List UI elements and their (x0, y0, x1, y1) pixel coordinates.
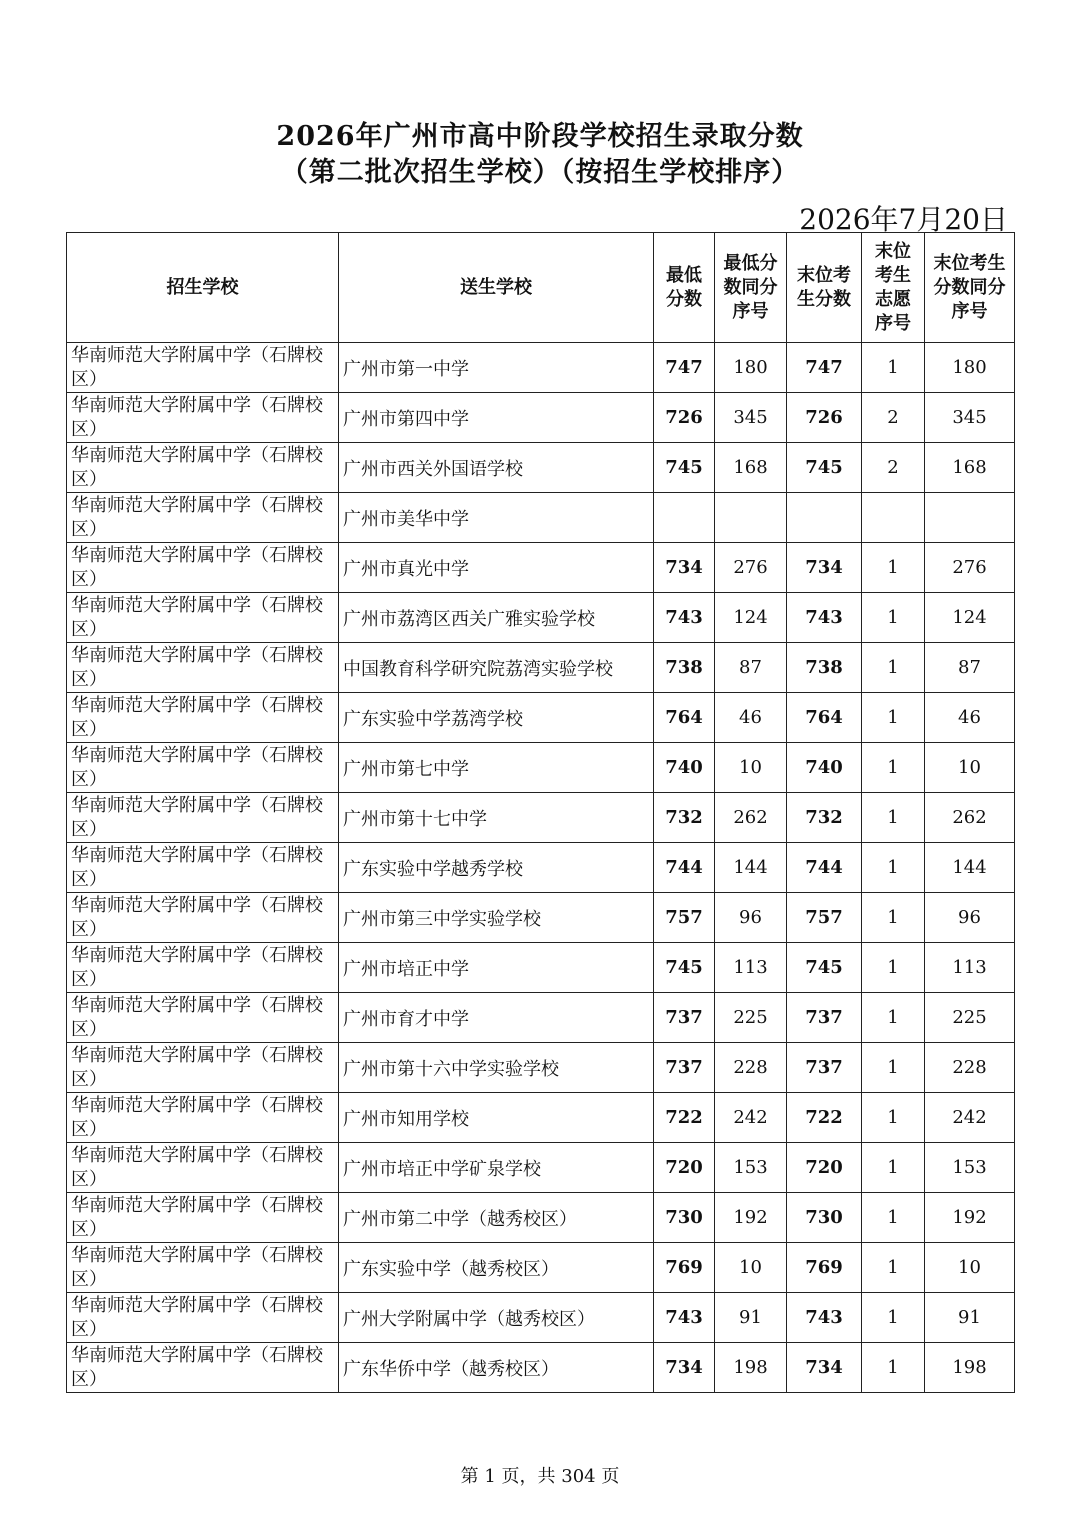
cell-last-score: 769 (787, 1243, 862, 1293)
cell-last-score: 744 (787, 843, 862, 893)
table-row (67, 543, 1015, 593)
table-row (67, 1343, 1015, 1393)
publish-date: 2026年7月20日 (799, 203, 1008, 236)
cell-last-score: 764 (787, 693, 862, 743)
cell-send-school: 中国教育科学研究院荔湾实验学校 (339, 643, 654, 693)
cell-min-rank: 180 (715, 343, 787, 393)
cell-last-pref: 1 (862, 793, 925, 843)
cell-last-rank: 262 (925, 793, 1015, 843)
cell-last-pref: 1 (862, 893, 925, 943)
cell-last-pref: 1 (862, 1193, 925, 1243)
cell-last-score: 730 (787, 1193, 862, 1243)
table-row (67, 693, 1015, 743)
cell-enroll-school: 华南师范大学附属中学（石牌校区） (67, 543, 339, 593)
cell-last-score: 737 (787, 1043, 862, 1093)
cell-last-rank: 180 (925, 343, 1015, 393)
cell-last-score: 720 (787, 1143, 862, 1193)
cell-min-score: 732 (654, 793, 715, 843)
table-row (67, 443, 1015, 493)
cell-send-school: 广州市第二中学（越秀校区） (339, 1193, 654, 1243)
table-row (67, 993, 1015, 1043)
cell-last-rank (925, 493, 1015, 543)
cell-min-score: 764 (654, 693, 715, 743)
cell-min-rank: 198 (715, 1343, 787, 1393)
cell-min-rank: 242 (715, 1093, 787, 1143)
cell-enroll-school: 华南师范大学附属中学（石牌校区） (67, 893, 339, 943)
cell-last-rank: 225 (925, 993, 1015, 1043)
page-title: 2026年广州市高中阶段学校招生录取分数 (276, 121, 804, 152)
cell-last-pref: 1 (862, 993, 925, 1043)
cell-min-score: 734 (654, 543, 715, 593)
cell-last-score: 743 (787, 1293, 862, 1343)
cell-min-score: 744 (654, 843, 715, 893)
cell-last-score: 737 (787, 993, 862, 1043)
cell-last-score (787, 493, 862, 543)
cell-last-score: 726 (787, 393, 862, 443)
cell-send-school: 广州市荔湾区西关广雅实验学校 (339, 593, 654, 643)
cell-min-rank: 168 (715, 443, 787, 493)
header-label: 末位 考生 志愿 序号 (875, 240, 911, 334)
cell-last-pref: 1 (862, 643, 925, 693)
cell-last-score: 743 (787, 593, 862, 643)
cell-min-rank: 144 (715, 843, 787, 893)
cell-last-rank: 124 (925, 593, 1015, 643)
cell-min-rank (715, 493, 787, 543)
cell-last-rank: 96 (925, 893, 1015, 943)
cell-min-score: 738 (654, 643, 715, 693)
cell-last-rank: 276 (925, 543, 1015, 593)
cell-min-rank: 46 (715, 693, 787, 743)
cell-last-pref: 1 (862, 693, 925, 743)
cell-send-school: 广州市美华中学 (339, 493, 654, 543)
cell-send-school: 广州市第七中学 (339, 743, 654, 793)
cell-enroll-school: 华南师范大学附属中学（石牌校区） (67, 1343, 339, 1393)
cell-last-pref: 2 (862, 393, 925, 443)
cell-last-pref: 1 (862, 543, 925, 593)
cell-send-school: 广州市育才中学 (339, 993, 654, 1043)
table-row (67, 593, 1015, 643)
header-label: 最低 分数 (666, 264, 702, 310)
table-row (67, 1293, 1015, 1343)
cell-send-school: 广州市第十七中学 (339, 793, 654, 843)
cell-last-score: 747 (787, 343, 862, 393)
table-row (67, 643, 1015, 693)
cell-last-pref: 1 (862, 593, 925, 643)
cell-last-rank: 242 (925, 1093, 1015, 1143)
table-row (67, 1043, 1015, 1093)
cell-min-rank: 192 (715, 1193, 787, 1243)
cell-min-rank: 276 (715, 543, 787, 593)
cell-last-pref: 1 (862, 1143, 925, 1193)
header-label: 末位考生 分数同分 序号 (933, 252, 1006, 322)
cell-min-score: 747 (654, 343, 715, 393)
cell-send-school: 广州市西关外国语学校 (339, 443, 654, 493)
cell-enroll-school: 华南师范大学附属中学（石牌校区） (67, 643, 339, 693)
cell-send-school: 广东华侨中学（越秀校区） (339, 1343, 654, 1393)
cell-send-school: 广州大学附属中学（越秀校区） (339, 1293, 654, 1343)
cell-last-pref: 1 (862, 743, 925, 793)
cell-min-rank: 113 (715, 943, 787, 993)
cell-min-score: 740 (654, 743, 715, 793)
cell-min-rank: 87 (715, 643, 787, 693)
cell-send-school: 广州市培正中学矿泉学校 (339, 1143, 654, 1193)
cell-min-rank: 345 (715, 393, 787, 443)
cell-enroll-school: 华南师范大学附属中学（石牌校区） (67, 1193, 339, 1243)
cell-min-score: 745 (654, 443, 715, 493)
cell-enroll-school: 华南师范大学附属中学（石牌校区） (67, 593, 339, 643)
cell-enroll-school: 华南师范大学附属中学（石牌校区） (67, 793, 339, 843)
cell-enroll-school: 华南师范大学附属中学（石牌校区） (67, 493, 339, 543)
page-footer: 第 1 页，共 304 页 (460, 1466, 620, 1487)
cell-min-score: 720 (654, 1143, 715, 1193)
header-last-score (787, 233, 862, 343)
cell-last-score: 734 (787, 543, 862, 593)
cell-last-rank: 46 (925, 693, 1015, 743)
cell-enroll-school: 华南师范大学附属中学（石牌校区） (67, 1293, 339, 1343)
cell-min-score (654, 493, 715, 543)
cell-last-score: 745 (787, 943, 862, 993)
cell-last-rank: 87 (925, 643, 1015, 693)
cell-enroll-school: 华南师范大学附属中学（石牌校区） (67, 1243, 339, 1293)
cell-last-score: 757 (787, 893, 862, 943)
cell-last-rank: 10 (925, 743, 1015, 793)
cell-last-pref: 1 (862, 1293, 925, 1343)
table-row (67, 793, 1015, 843)
admission-score-table (66, 232, 1015, 1393)
cell-enroll-school: 华南师范大学附属中学（石牌校区） (67, 943, 339, 993)
cell-send-school: 广州市第四中学 (339, 393, 654, 443)
cell-min-rank: 225 (715, 993, 787, 1043)
cell-min-rank: 96 (715, 893, 787, 943)
table-row (67, 893, 1015, 943)
cell-last-pref: 1 (862, 1243, 925, 1293)
cell-send-school: 广东实验中学荔湾学校 (339, 693, 654, 743)
table-row (67, 493, 1015, 543)
header-label: 最低分 数同分 序号 (723, 252, 778, 322)
cell-min-score: 730 (654, 1193, 715, 1243)
cell-send-school: 广州市真光中学 (339, 543, 654, 593)
header-min-score (654, 233, 715, 343)
table-header-row (67, 233, 1015, 343)
cell-min-rank: 91 (715, 1293, 787, 1343)
cell-last-pref: 2 (862, 443, 925, 493)
cell-last-score: 722 (787, 1093, 862, 1143)
cell-enroll-school: 华南师范大学附属中学（石牌校区） (67, 1093, 339, 1143)
cell-last-rank: 153 (925, 1143, 1015, 1193)
cell-min-score: 769 (654, 1243, 715, 1293)
header-last-rank (925, 233, 1015, 343)
cell-min-rank: 262 (715, 793, 787, 843)
header-send-school: 送生学校 (339, 233, 654, 343)
cell-last-pref: 1 (862, 1343, 925, 1393)
table-row (67, 743, 1015, 793)
header-label: 末位考 生分数 (797, 264, 851, 310)
cell-last-pref: 1 (862, 943, 925, 993)
cell-enroll-school: 华南师范大学附属中学（石牌校区） (67, 443, 339, 493)
table-row (67, 1143, 1015, 1193)
cell-last-rank: 192 (925, 1193, 1015, 1243)
cell-last-score: 745 (787, 443, 862, 493)
cell-min-rank: 153 (715, 1143, 787, 1193)
cell-min-rank: 10 (715, 743, 787, 793)
cell-send-school: 广东实验中学越秀学校 (339, 843, 654, 893)
cell-min-score: 737 (654, 993, 715, 1043)
table-row (67, 393, 1015, 443)
cell-last-rank: 198 (925, 1343, 1015, 1393)
cell-enroll-school: 华南师范大学附属中学（石牌校区） (67, 343, 339, 393)
header-enroll-school: 招生学校 (67, 233, 339, 343)
cell-last-rank: 228 (925, 1043, 1015, 1093)
cell-last-pref: 1 (862, 1093, 925, 1143)
cell-send-school: 广州市第十六中学实验学校 (339, 1043, 654, 1093)
cell-send-school: 广州市第一中学 (339, 343, 654, 393)
header-min-rank (715, 233, 787, 343)
cell-send-school: 广州市第三中学实验学校 (339, 893, 654, 943)
cell-min-score: 745 (654, 943, 715, 993)
cell-enroll-school: 华南师范大学附属中学（石牌校区） (67, 693, 339, 743)
cell-min-score: 743 (654, 593, 715, 643)
cell-last-score: 740 (787, 743, 862, 793)
table-row (67, 343, 1015, 393)
cell-last-rank: 10 (925, 1243, 1015, 1293)
cell-min-rank: 124 (715, 593, 787, 643)
cell-min-score: 757 (654, 893, 715, 943)
cell-min-score: 722 (654, 1093, 715, 1143)
table-row (67, 1093, 1015, 1143)
cell-last-rank: 91 (925, 1293, 1015, 1343)
cell-enroll-school: 华南师范大学附属中学（石牌校区） (67, 743, 339, 793)
cell-last-score: 732 (787, 793, 862, 843)
cell-enroll-school: 华南师范大学附属中学（石牌校区） (67, 1043, 339, 1093)
table-row (67, 843, 1015, 893)
cell-min-rank: 10 (715, 1243, 787, 1293)
cell-last-rank: 345 (925, 393, 1015, 443)
header-last-pref (862, 233, 925, 343)
table-row (67, 1243, 1015, 1293)
cell-min-score: 743 (654, 1293, 715, 1343)
cell-min-score: 737 (654, 1043, 715, 1093)
cell-last-rank: 144 (925, 843, 1015, 893)
cell-last-rank: 168 (925, 443, 1015, 493)
table-row (67, 943, 1015, 993)
cell-last-rank: 113 (925, 943, 1015, 993)
cell-send-school: 广东实验中学（越秀校区） (339, 1243, 654, 1293)
cell-send-school: 广州市培正中学 (339, 943, 654, 993)
cell-last-pref (862, 493, 925, 543)
cell-enroll-school: 华南师范大学附属中学（石牌校区） (67, 843, 339, 893)
cell-send-school: 广州市知用学校 (339, 1093, 654, 1143)
cell-enroll-school: 华南师范大学附属中学（石牌校区） (67, 393, 339, 443)
page-subtitle: （第二批次招生学校）（按招生学校排序） (280, 157, 800, 188)
cell-min-rank: 228 (715, 1043, 787, 1093)
cell-last-score: 734 (787, 1343, 862, 1393)
cell-min-score: 726 (654, 393, 715, 443)
cell-last-pref: 1 (862, 843, 925, 893)
cell-last-pref: 1 (862, 343, 925, 393)
cell-last-score: 738 (787, 643, 862, 693)
cell-last-pref: 1 (862, 1043, 925, 1093)
cell-enroll-school: 华南师范大学附属中学（石牌校区） (67, 1143, 339, 1193)
cell-min-score: 734 (654, 1343, 715, 1393)
table-row (67, 1193, 1015, 1243)
cell-enroll-school: 华南师范大学附属中学（石牌校区） (67, 993, 339, 1043)
